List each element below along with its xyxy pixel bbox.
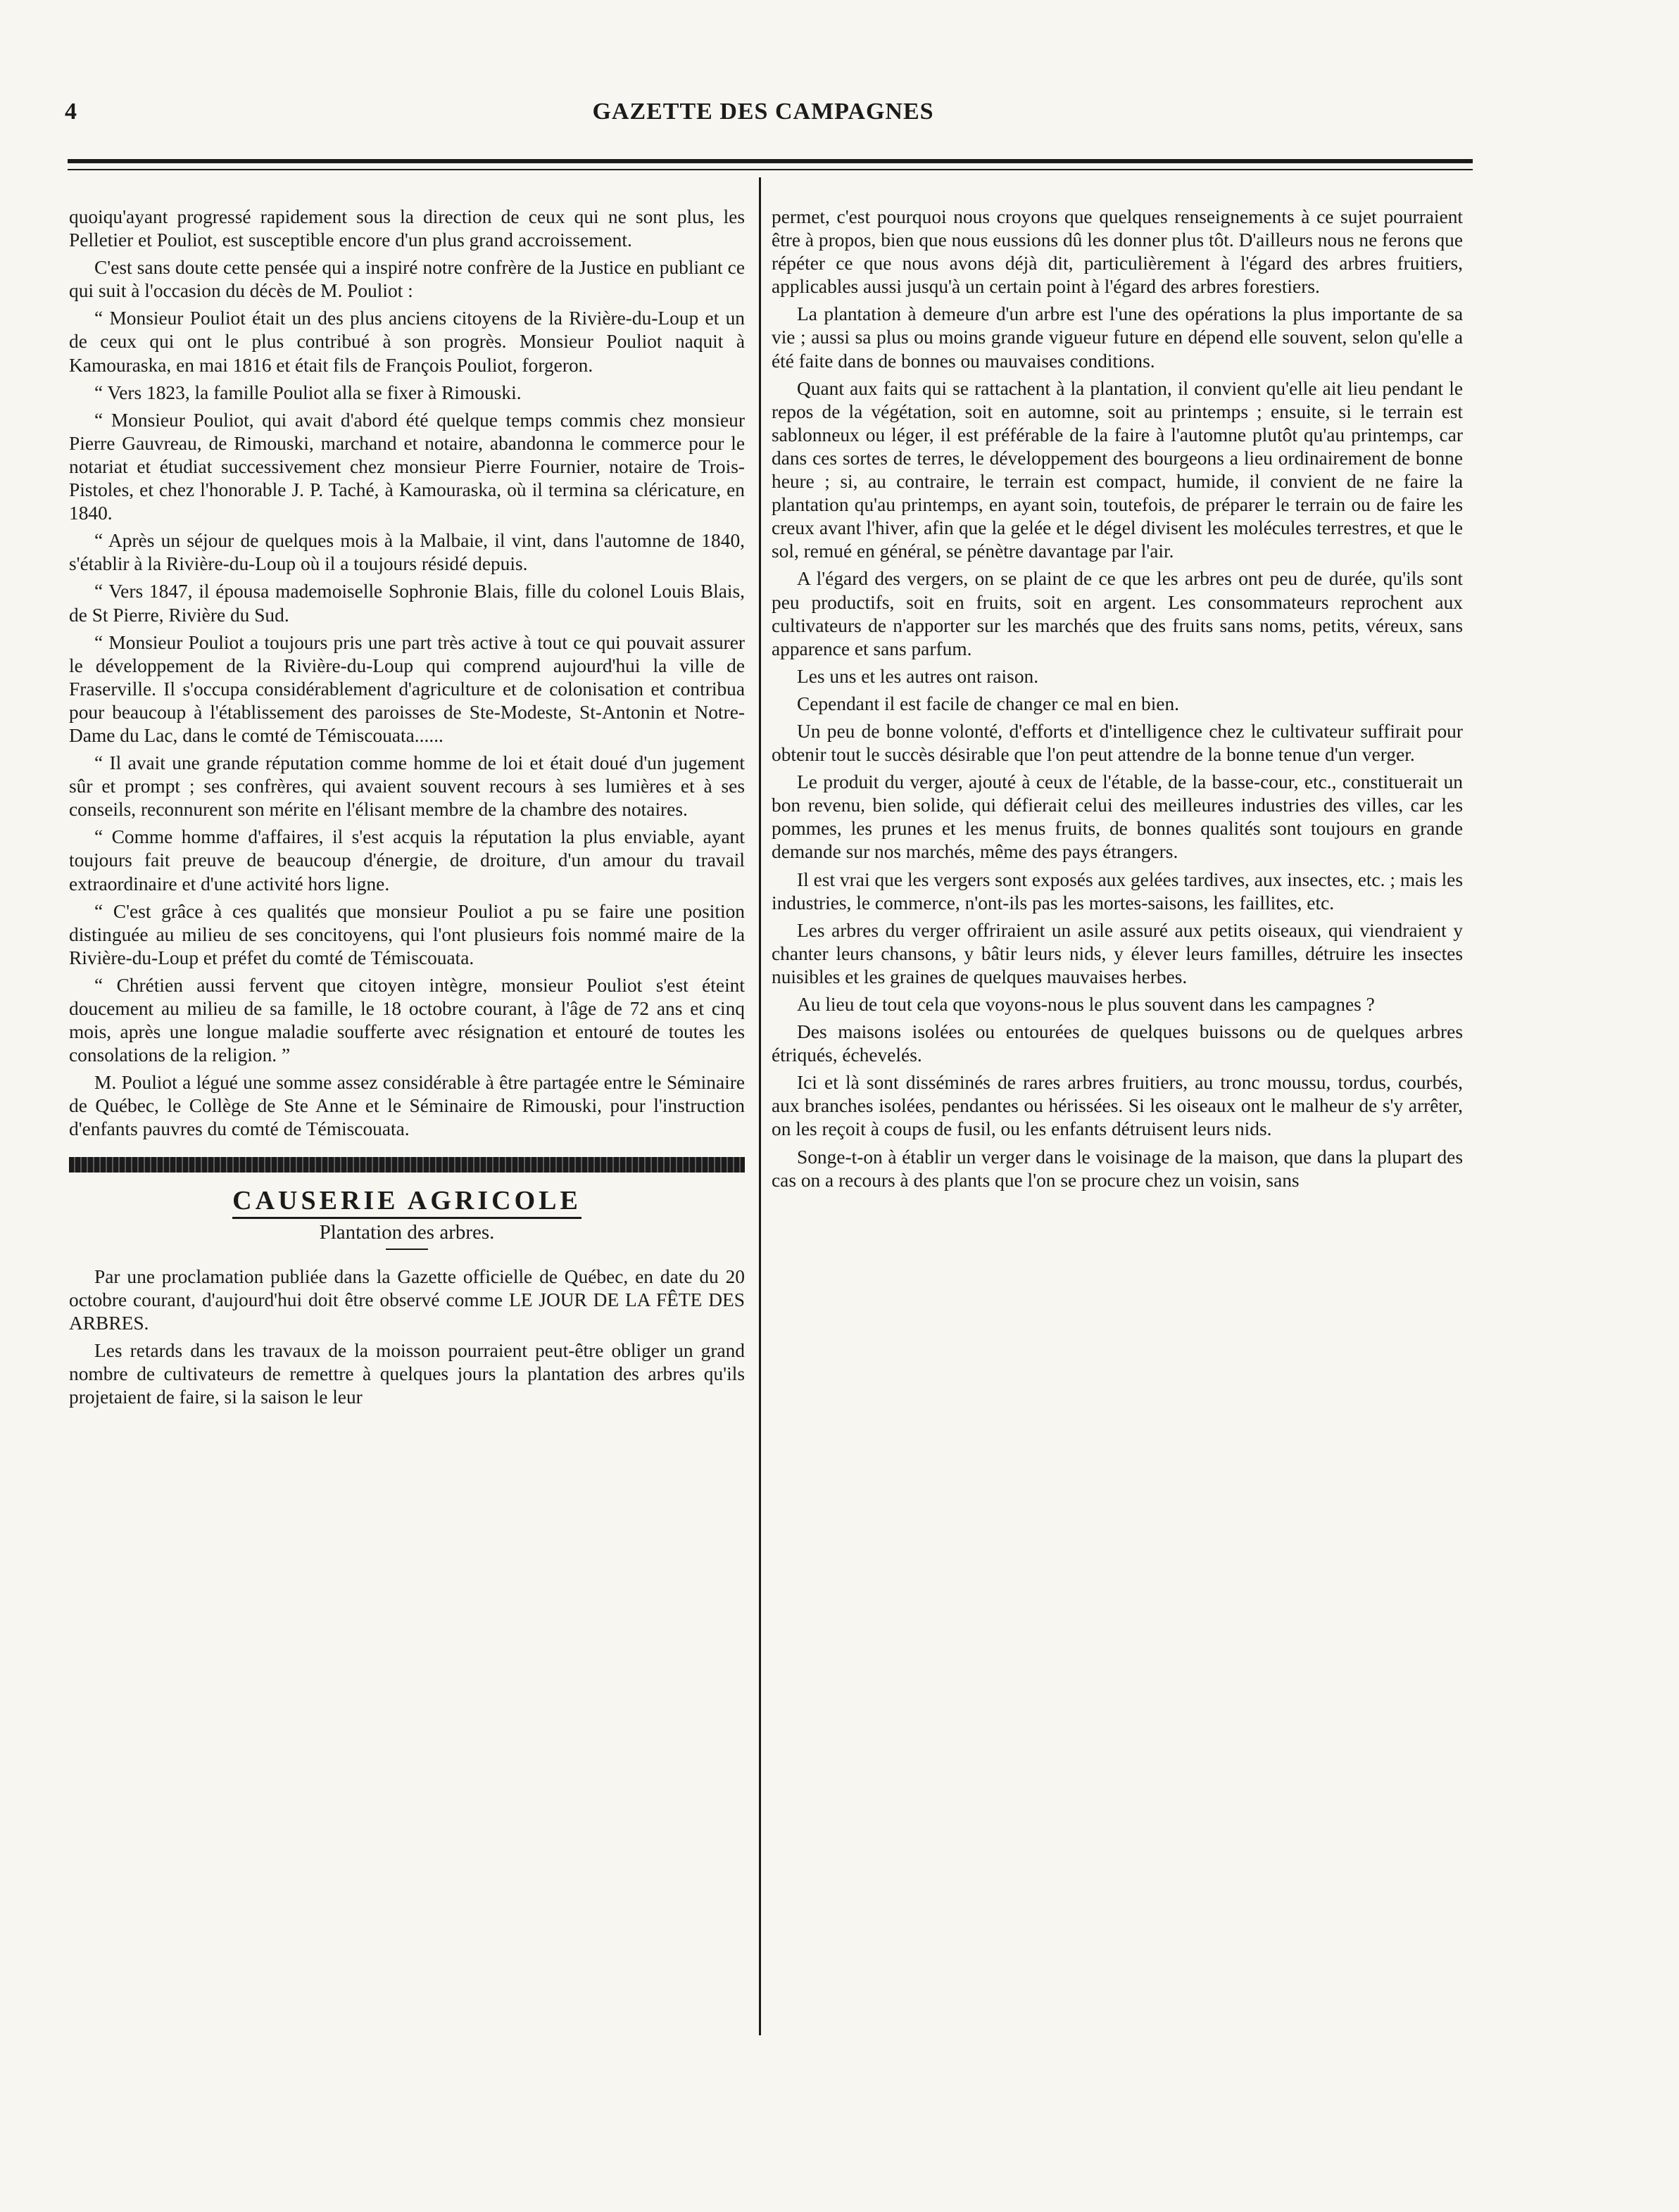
paragraph: Au lieu de tout cela que voyons-nous le plus souvent dans les campagnes ? — [797, 994, 1375, 1015]
section-subtitle: Plantation des arbres. — [319, 1220, 495, 1244]
paragraph: C'est sans doute cette pensée qui a inspiré notre confrère de la Justice en publiant ce qui suit à l'occasion du décès de M. Pouliot : — [69, 257, 745, 302]
paragraph: “ Comme homme d'affaires, il s'est acquis la réputation la plus enviable, ayant toujours fait preuve de beaucoup d'énergie, de droiture, d'un amour du travail extraordinaire et d'une activité hors ligne. — [69, 826, 745, 895]
subtitle-rule — [386, 1249, 428, 1250]
paragraph: Un peu de bonne volonté, d'efforts et d'intelligence chez le cultivateur suffirait pour obtenir tout le succès désirable que l'on peut attendre de la bonne tenue d'un verger. — [772, 720, 1463, 766]
paragraph: M. Pouliot a légué une somme assez considérable à être partagée entre le Séminaire de Québec, le Collège de Ste Anne et le Séminaire de Rimouski, pour l'instruction d'enfants pauvres du comté de Témiscouata. — [69, 1072, 745, 1140]
paragraph: “ Après un séjour de quelques mois à la Malbaie, il vint, dans l'automne de 1840, s'établir à la Rivière-du-Loup où il a toujours résidé depuis. — [69, 530, 745, 575]
paragraph: La plantation à demeure d'un arbre est l'une des opérations la plus importante de sa vie ; aussi sa plus ou moins grande vigueur future en dépend elle souvent, selon qu'elle a été faite dans de bonnes ou mauvaises conditions. — [772, 303, 1463, 372]
column-divider — [759, 177, 761, 2035]
paragraph: permet, c'est pourquoi nous croyons que quelques renseignements à ce sujet pourraient être à propos, bien que nous eussions dû les donner plus tôt. D'ailleurs nous ne ferons que répéter ce que nous avons déjà dit, particulièrement à l'égard des arbres fruitiers, applicables aussi jusqu'à un certain point à l'égard des arbres forestiers. — [772, 206, 1463, 298]
paragraph: “ C'est grâce à ces qualités que monsieur Pouliot a pu se faire une position distinguée au milieu de ses concitoyens, qui l'ont plusieurs fois nommé maire de la Rivière-du-Loup et préfet du comté de Témiscouata. — [69, 900, 745, 968]
paragraph: Quant aux faits qui se rattachent à la plantation, il convient qu'elle ait lieu pendant le repos de la végétation, soit en automne, soit au printemps ; ensuite, si le terrain est sablonneux ou léger, il est préférable de la faire à l'automne plutôt qu'au printemps, car dans ces sortes de terres, le développement des bourgeons a lieu ordinairement de bonne heure ; si, au contraire, le terrain est compact, humide, il convient de ne faire la plantation qu'au printemps, en ayant soin, toutefois, de préparer le terrain ou de faire les creux avant l'hiver, afin que la gelée et le dégel divisent les molécules terrestres, et que le sol, remué en général, se pénètre davantage par l'air. — [772, 377, 1463, 562]
paragraph: Il est vrai que les vergers sont exposés aux gelées tardives, aux insectes, etc. ; mais les industries, le commerce, n'ont-ils pas les mortes-saisons, les faillites, etc. — [772, 868, 1463, 914]
section-separator-bar — [69, 1157, 745, 1173]
header-rule-thick — [68, 159, 1473, 163]
page-header — [59, 99, 1467, 141]
section-title-text: CAUSERIE AGRICOLE — [232, 1186, 581, 1219]
header-rule-thin — [68, 169, 1473, 170]
paragraph: “ Vers 1847, il épousa mademoiselle Sophronie Blais, fille du colonel Louis Blais, de St Pierre, Rivière du Sud. — [69, 581, 745, 626]
paragraph: Par une proclamation publiée dans la Gazette officielle de Québec, en date du 20 octobre courant, d'aujourd'hui doit être observé comme LE JOUR DE LA FÊTE DES ARBRES. — [69, 1265, 745, 1334]
paragraph: “ Monsieur Pouliot, qui avait d'abord été quelque temps commis chez monsieur Pierre Gauvreau, de Rimouski, marchand et notaire, abandonna le commerce pour le notariat et étudiat successivement chez monsieur Pierre Fournier, notaire de Trois-Pistoles, et chez l'honorable J. P. Taché, à Kamouraska, où il termina sa cléricature, en 1840. — [69, 409, 745, 524]
page-number: 4 — [65, 99, 77, 125]
paragraph: Le produit du verger, ajouté à ceux de l'étable, de la basse-cour, etc., constituerait un bon revenu, bien solide, qui défierait celui des meilleures industries des villes, car les pommes, les prunes et les menus fruits, de bonnes qualités sont toujours en grande demande sur nos marchés, même des pays étrangers. — [772, 771, 1463, 863]
paragraph: quoiqu'ayant progressé rapidement sous la direction de ceux qui ne sont plus, les Pelletier et Pouliot, est susceptible encore d'un plus grand accroissement. — [69, 206, 745, 251]
left-column — [69, 206, 745, 1413]
paragraph: Les arbres du verger offriraient un asile assuré aux petits oiseaux, qui viendraient y chanter leurs chansons, y bâtir leurs nids, y élever leurs familles, détruire les insectes nuisibles et les graines de quelques mauvaises herbes. — [772, 919, 1463, 987]
paragraph: Des maisons isolées ou entourées de quelques buissons ou de quelques arbres étriqués, échevelés. — [772, 1021, 1463, 1066]
section-title — [69, 1185, 745, 1215]
paragraph: “ Vers 1823, la famille Pouliot alla se fixer à Rimouski. — [94, 381, 522, 403]
paragraph: Les retards dans les travaux de la moisson pourraient peut-être obliger un grand nombre de cultivateurs de remettre à quelques jours la plantation des arbres qu'ils projetaient de faire, si la saison le leur — [69, 1340, 745, 1408]
paragraph: Songe-t-on à établir un verger dans le voisinage de la maison, que dans la plupart des cas on a recours à des plants que l'on se procure chez un voisin, sans — [772, 1146, 1463, 1191]
paragraph: “ Monsieur Pouliot était un des plus anciens citoyens de la Rivière-du-Loup et un de ceux qui ont le plus contribué à son progrès. Monsieur Pouliot naquit à Kamouraska, en mai 1816 et était fils de François Pouliot, forgeron. — [69, 308, 745, 376]
paragraph: “ Monsieur Pouliot a toujours pris une part très active à tout ce qui pouvait assurer le développement de la Rivière-du-Loup qui comprend aujourd'hui la ville de Fraserville. Il s'occupa considérablement d'agriculture et de colonisation et contribua pour beaucoup à l'établissement des paroisses de Ste-Modeste, St-Antonin et Notre-Dame du Lac, dans le comté de Témiscouata...... — [69, 631, 745, 746]
right-column — [772, 206, 1463, 1196]
paragraph: Les uns et les autres ont raison. — [797, 665, 1039, 687]
paragraph: Cependant il est facile de changer ce mal en bien. — [797, 693, 1179, 714]
newspaper-title: GAZETTE DES CAMPAGNES — [592, 99, 934, 125]
paragraph: Ici et là sont disséminés de rares arbres fruitiers, au tronc moussu, tordus, courbés, aux branches isolées, pendantes ou hérissées. Si les oiseaux ont le malheur de s'y arrêter, on les reçoit à coups de fusil, ou les enfants détruisent leurs nids. — [772, 1072, 1463, 1140]
paragraph: A l'égard des vergers, on se plaint de ce que les arbres ont peu de durée, qu'ils sont peu productifs, soit en fruits, soit en argent. Les consommateurs reprochent aux cultivateurs de n'apporter sur les marchés que des fruits sans noms, petits, véreux, sans apparence et sans parfum. — [772, 568, 1463, 659]
paragraph: “ Chrétien aussi fervent que citoyen intègre, monsieur Pouliot s'est éteint doucement au milieu de sa famille, le 18 octobre courant, à l'âge de 72 ans et cinq mois, après une longue maladie soufferte avec résignation et entouré de toutes les consolations de la religion. ” — [69, 974, 745, 1066]
paragraph: “ Il avait une grande réputation comme homme de loi et était doué d'un jugement sûr et prompt ; ses confrères, qui avaient souvent recours à ses lumières et à ses conseils, reconnurent son mérite en l'élisant membre de la chambre des notaires. — [69, 752, 745, 821]
